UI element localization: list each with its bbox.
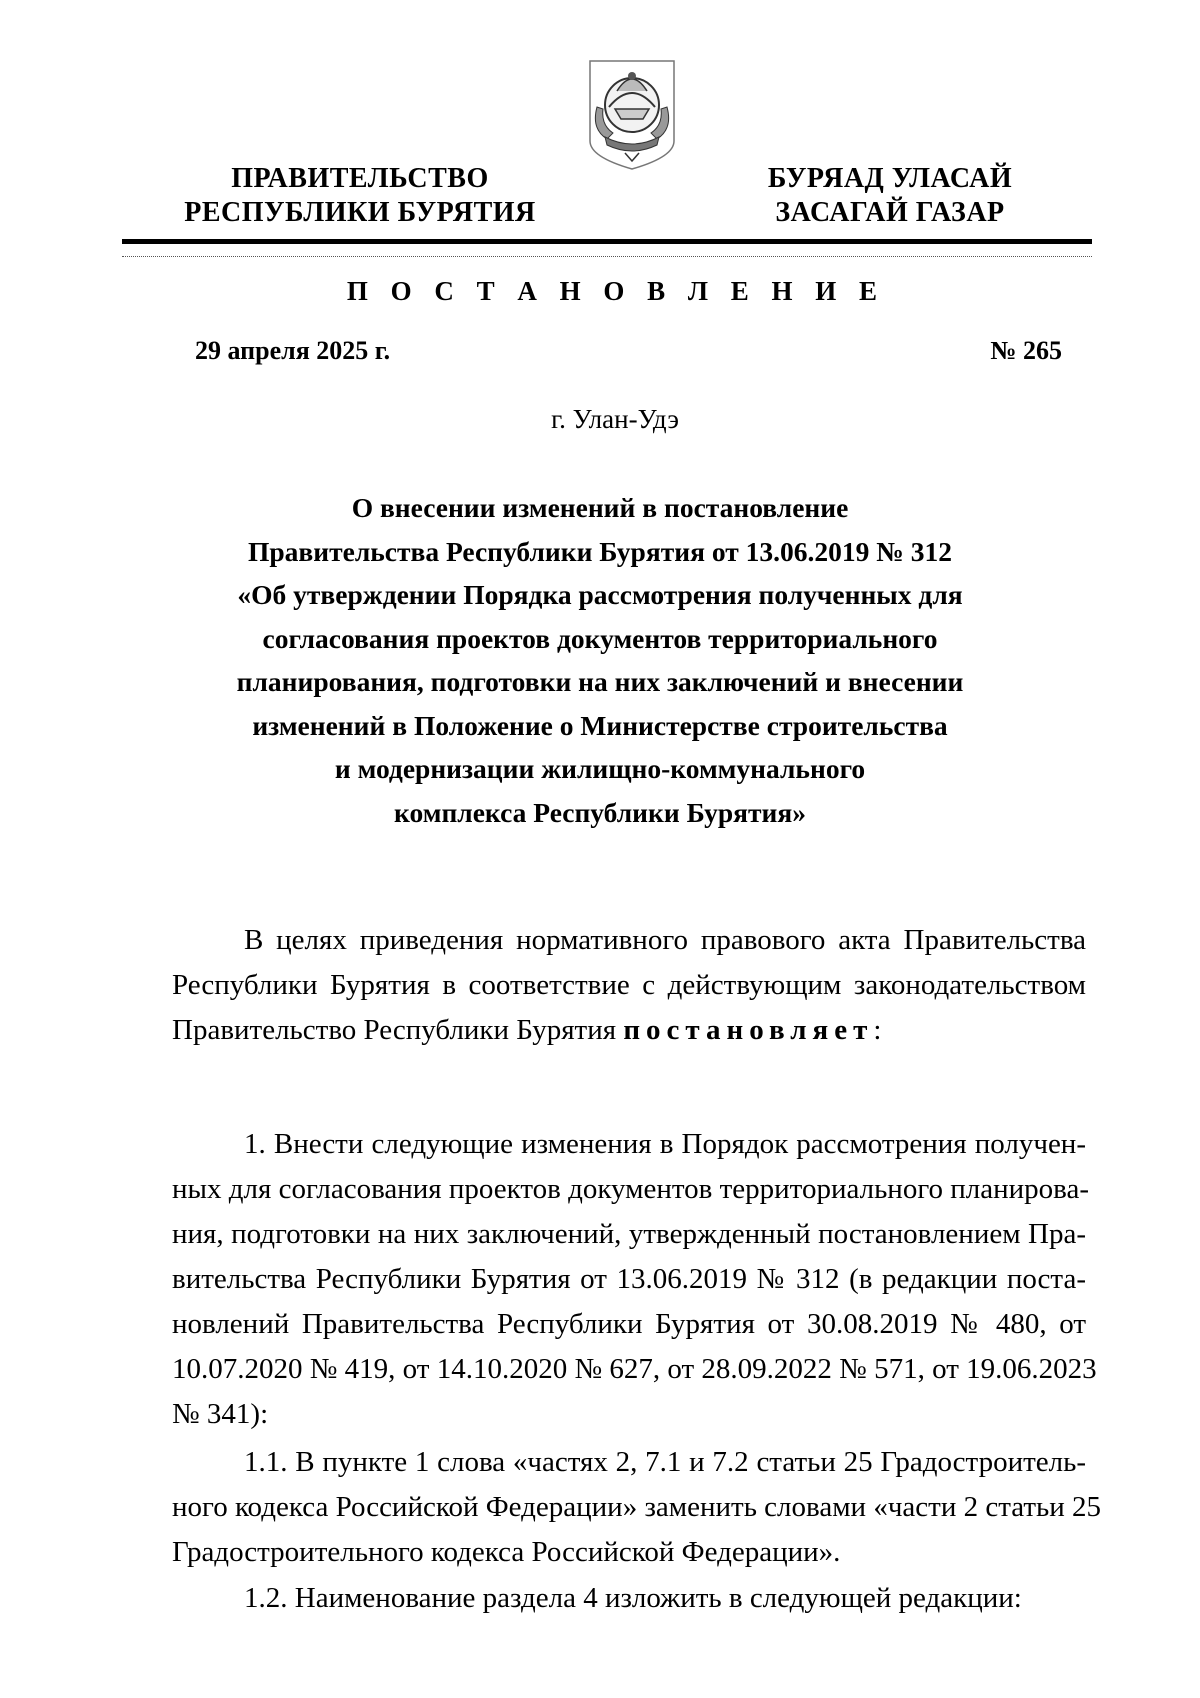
preamble-prefix: Правительство Республики Бурятия [172,1014,624,1046]
document-title [150,486,1050,834]
body-line: Градостроительного кодекса Российской Федерации». [172,1536,841,1568]
coat-of-arms-icon [587,57,677,172]
document-city: г. Улан-Удэ [551,404,679,434]
body-line: 1.1. В пункте 1 слова «частях 2, 7.1 и 7.2 статьи 25 Градостроитель- [244,1446,1086,1478]
resolution-keyword: постановляет [623,1014,874,1046]
title-line: согласования проектов документов территориального [262,622,938,654]
body-line: № 341): [172,1398,269,1430]
body-line: 1. Внести следующие изменения в Порядок рассмотрения получен- [244,1128,1086,1160]
body-line: 10.07.2020 № 419, от 14.10.2020 № 627, от 28.09.2022 № 571, от 19.06.2023 [172,1353,1097,1385]
body-line: ния, подготовки на них заключений, утвержденный постановлением Пра- [172,1218,1086,1250]
preamble-suffix: : [873,1014,882,1046]
body-line: В целях приведения нормативного правового акта Правительства [244,924,1086,956]
title-line: планирования, подготовки на них заключений и внесении [236,666,964,697]
org-name-buryat [740,162,1040,230]
document-date: 29 апреля 2025 г. [195,336,391,365]
paragraph-1-2 [172,1576,1086,1621]
document-type: П О С Т А Н О В Л Е Н И Е [346,276,886,306]
org-name-ru-line-2: РЕСПУБЛИКИ БУРЯТИЯ [184,197,536,228]
letterhead-divider-thick [122,239,1092,244]
body-line: ного кодекса Российской Федерации» заменить словами «части 2 статьи 25 [172,1491,1102,1523]
title-line: Правительства Республики Бурятия от 13.06.2019 № 312 [247,535,952,567]
title-line: и модернизации жилищно-коммунального [334,753,866,784]
body-line: Республики Бурятия в соответствие с действующим законодательством [172,969,1086,1001]
document-number: № 265 [990,336,1062,365]
org-name-ru-line-1: ПРАВИТЕЛЬСТВО [231,163,489,194]
body-line: ных для согласования проектов документов территориального планирова- [172,1173,1089,1205]
letterhead-divider-thin [122,256,1092,257]
paragraph-1 [172,1122,1097,1437]
body-line: новлений Правительства Республики Бурятия от 30.08.2019 № 480, от [172,1308,1086,1340]
title-line: О внесении изменений в постановление [351,492,849,523]
body-line: 1.2. Наименование раздела 4 изложить в следующей редакции: [244,1582,1022,1614]
org-name-bua-line-1: БУРЯАД УЛАСАЙ [767,163,1013,194]
body-line [172,1008,1086,1053]
org-name-bua-line-2: ЗАСАГАЙ ГАЗАР [775,197,1005,228]
title-line: комплекса Республики Бурятия» [394,796,806,828]
paragraph-1-1 [172,1440,1102,1575]
title-line: «Об утверждении Порядка рассмотрения полученных для [237,579,963,610]
org-name-russian [160,162,560,230]
preamble-paragraph [172,918,1086,1053]
title-line: изменений в Положение о Министерстве строительства [252,709,948,741]
body-line: вительства Республики Бурятия от 13.06.2019 № 312 (в редакции поста- [172,1263,1086,1295]
